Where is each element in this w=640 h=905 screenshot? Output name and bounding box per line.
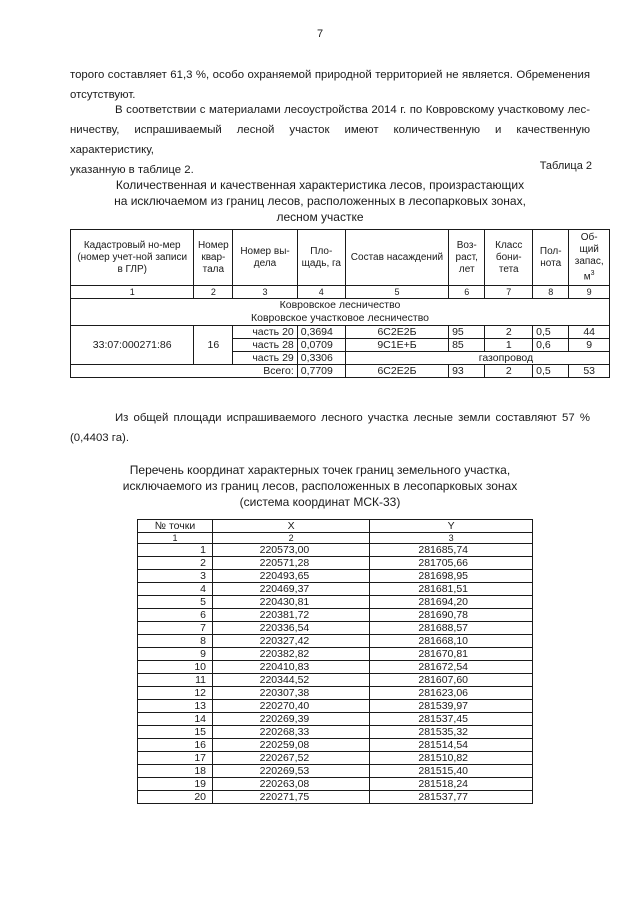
forestry-row	[71, 299, 610, 326]
header-y: Y	[370, 520, 533, 533]
y-coordinate-cell: 281705,66	[370, 557, 533, 570]
table-header-row	[71, 230, 610, 286]
forestry-name: Ковровское лесничество	[279, 299, 401, 311]
y-coordinate-cell: 281668,10	[370, 635, 533, 648]
table-2-caption: Таблица 2	[539, 160, 592, 172]
age-cell: 95	[449, 326, 485, 339]
header-cadastral: Кадастровый но-мер (номер учет-ной записи в ГЛР)	[71, 230, 194, 286]
x-coordinate-cell: 220307,38	[213, 687, 370, 700]
header-stock-superscript: 3	[590, 269, 595, 277]
table-3-heading-line-3: (система координат МСК-33)	[239, 495, 401, 509]
paragraph-1	[70, 65, 590, 105]
table-row	[138, 557, 533, 570]
column-number: 3	[370, 533, 533, 544]
table-row	[138, 778, 533, 791]
header-stock	[569, 230, 610, 286]
y-coordinate-cell: 281607,60	[370, 674, 533, 687]
point-number-cell: 11	[138, 674, 213, 687]
x-coordinate-cell: 220271,75	[213, 791, 370, 804]
y-coordinate-cell: 281518,24	[370, 778, 533, 791]
table-row	[138, 661, 533, 674]
table-3-heading-line-1: Перечень координат характерных точек границ земельного участка,	[129, 463, 511, 477]
table-2-heading-line-1: Количественная и качественная характеристика лесов, произрастающих	[115, 178, 525, 192]
x-coordinate-cell: 220268,33	[213, 726, 370, 739]
total-label: Всего:	[71, 365, 298, 378]
total-density: 0,5	[533, 365, 569, 378]
y-coordinate-cell: 281698,95	[370, 570, 533, 583]
page-number: 7	[316, 28, 324, 40]
column-number: 5	[345, 286, 448, 299]
y-coordinate-cell: 281681,51	[370, 583, 533, 596]
table-row	[138, 570, 533, 583]
y-coordinate-cell: 281535,32	[370, 726, 533, 739]
header-stock-label: Об-щий запас, м	[574, 231, 604, 283]
x-coordinate-cell: 220493,65	[213, 570, 370, 583]
y-coordinate-cell: 281685,74	[370, 544, 533, 557]
total-age: 93	[449, 365, 485, 378]
table-2-heading-line-2: на исключаемом из границ лесов, расположенных в лесопарковых зонах,	[114, 194, 526, 208]
paragraph-1-line-2: отсутствуют.	[70, 89, 136, 101]
x-coordinate-cell: 220344,52	[213, 674, 370, 687]
table-row	[138, 583, 533, 596]
table-row	[138, 609, 533, 622]
total-area: 0,7709	[297, 365, 345, 378]
column-number-row	[71, 286, 610, 299]
x-coordinate-cell: 220269,39	[213, 713, 370, 726]
density-cell: 0,5	[533, 326, 569, 339]
point-number-cell: 5	[138, 596, 213, 609]
column-number: 3	[233, 286, 297, 299]
column-number: 1	[71, 286, 194, 299]
forestry-cell	[71, 299, 610, 326]
header-class: Класс бони-тета	[485, 230, 533, 286]
table-row	[138, 622, 533, 635]
area-cell: 0,0709	[297, 339, 345, 352]
point-number-cell: 18	[138, 765, 213, 778]
forest-characteristics-table	[70, 229, 610, 378]
column-number: 6	[449, 286, 485, 299]
point-number-cell: 17	[138, 752, 213, 765]
table-row	[138, 726, 533, 739]
table-3-heading	[95, 462, 545, 510]
point-number-cell: 10	[138, 661, 213, 674]
point-number-cell: 12	[138, 687, 213, 700]
point-number-cell: 15	[138, 726, 213, 739]
point-number-cell: 14	[138, 713, 213, 726]
density-cell: 0,6	[533, 339, 569, 352]
y-coordinate-cell: 281688,57	[370, 622, 533, 635]
table-row	[71, 326, 610, 339]
total-composition: 6С2Е2Б	[345, 365, 448, 378]
header-quarter: Номер квар-тала	[194, 230, 233, 286]
point-number-cell: 7	[138, 622, 213, 635]
table-2-heading	[95, 177, 545, 225]
y-coordinate-cell: 281537,77	[370, 791, 533, 804]
table-row	[138, 713, 533, 726]
x-coordinate-cell: 220336,54	[213, 622, 370, 635]
column-number: 2	[213, 533, 370, 544]
area-cell: 0,3306	[297, 352, 345, 365]
table-row	[138, 739, 533, 752]
class-cell: 2	[485, 326, 533, 339]
y-coordinate-cell: 281672,54	[370, 661, 533, 674]
point-number-cell: 9	[138, 648, 213, 661]
paragraph-2-line-2: ничеству, испрашиваемый лесной участок имеют количественную и качественную характеристику,	[70, 124, 590, 156]
header-density: Пол-нота	[533, 230, 569, 286]
column-number: 7	[485, 286, 533, 299]
point-number-cell: 8	[138, 635, 213, 648]
total-stock: 53	[569, 365, 610, 378]
table-row	[138, 596, 533, 609]
x-coordinate-cell: 220410,83	[213, 661, 370, 674]
y-coordinate-cell: 281623,06	[370, 687, 533, 700]
table-2-heading-line-3: лесном участке	[276, 210, 364, 224]
table-row	[138, 687, 533, 700]
x-coordinate-cell: 220327,42	[213, 635, 370, 648]
y-coordinate-cell: 281537,45	[370, 713, 533, 726]
table-3-heading-line-2: исключаемого из границ лесов, расположенных в лесопарковых зонах	[122, 479, 518, 493]
x-coordinate-cell: 220267,52	[213, 752, 370, 765]
x-coordinate-cell: 220382,82	[213, 648, 370, 661]
section-cell: часть 29	[233, 352, 297, 365]
paragraph-2-line-1: В соответствии с материалами лесоустройства 2014 г. по Ковровскому участковому лес-	[115, 104, 590, 116]
point-number-cell: 20	[138, 791, 213, 804]
section-cell: часть 20	[233, 326, 297, 339]
composition-cell: 9С1Е+Б	[345, 339, 448, 352]
paragraph-2-line-3: указанную в таблице 2.	[70, 164, 194, 176]
subforestry-name: Ковровское участковое лесничество	[250, 312, 429, 324]
x-coordinate-cell: 220573,00	[213, 544, 370, 557]
stock-cell: 9	[569, 339, 610, 352]
class-cell: 1	[485, 339, 533, 352]
table-row	[138, 648, 533, 661]
table-row	[138, 765, 533, 778]
paragraph-3-line-2: (0,4403 га).	[70, 432, 129, 444]
y-coordinate-cell: 281670,81	[370, 648, 533, 661]
table-header-row	[138, 520, 533, 533]
age-cell: 85	[449, 339, 485, 352]
composition-cell: 6С2Е2Б	[345, 326, 448, 339]
y-coordinate-cell: 281690,78	[370, 609, 533, 622]
quarter-number-cell: 16	[194, 326, 233, 365]
table-row	[138, 752, 533, 765]
paragraph-1-line-1: торого составляет 61,3 %, особо охраняемой природной территорией не является. Обременения	[70, 69, 590, 81]
y-coordinate-cell: 281514,54	[370, 739, 533, 752]
coordinates-table-body	[138, 544, 533, 804]
total-class: 2	[485, 365, 533, 378]
point-number-cell: 3	[138, 570, 213, 583]
paragraph-3-line-1: Из общей площади испрашиваемого лесного участка лесные земли составляют 57 %	[115, 412, 590, 424]
x-coordinate-cell: 220263,08	[213, 778, 370, 791]
column-number: 1	[138, 533, 213, 544]
column-number: 9	[569, 286, 610, 299]
x-coordinate-cell: 220571,28	[213, 557, 370, 570]
header-point-number: № точки	[138, 520, 213, 533]
cadastral-number-cell: 33:07:000271:86	[71, 326, 194, 365]
point-number-cell: 2	[138, 557, 213, 570]
table-row	[138, 700, 533, 713]
total-row	[71, 365, 610, 378]
y-coordinate-cell: 281694,20	[370, 596, 533, 609]
paragraph-2	[70, 100, 590, 180]
note-cell: газопровод	[345, 352, 609, 365]
x-coordinate-cell: 220269,53	[213, 765, 370, 778]
point-number-cell: 16	[138, 739, 213, 752]
column-number-row	[138, 533, 533, 544]
header-composition: Состав насаждений	[345, 230, 448, 286]
header-x: X	[213, 520, 370, 533]
table-row	[138, 635, 533, 648]
header-age: Воз-раст, лет	[449, 230, 485, 286]
header-area: Пло-щадь, га	[297, 230, 345, 286]
x-coordinate-cell: 220381,72	[213, 609, 370, 622]
paragraph-3	[70, 408, 590, 448]
y-coordinate-cell: 281539,97	[370, 700, 533, 713]
section-cell: часть 28	[233, 339, 297, 352]
table-row	[138, 674, 533, 687]
point-number-cell: 13	[138, 700, 213, 713]
point-number-cell: 4	[138, 583, 213, 596]
y-coordinate-cell: 281510,82	[370, 752, 533, 765]
x-coordinate-cell: 220259,08	[213, 739, 370, 752]
point-number-cell: 6	[138, 609, 213, 622]
coordinates-table	[137, 519, 533, 804]
header-section: Номер вы-дела	[233, 230, 297, 286]
table-row	[138, 544, 533, 557]
area-cell: 0,3694	[297, 326, 345, 339]
point-number-cell: 19	[138, 778, 213, 791]
y-coordinate-cell: 281515,40	[370, 765, 533, 778]
column-number: 2	[194, 286, 233, 299]
point-number-cell: 1	[138, 544, 213, 557]
x-coordinate-cell: 220270,40	[213, 700, 370, 713]
stock-cell: 44	[569, 326, 610, 339]
table-row	[138, 791, 533, 804]
x-coordinate-cell: 220430,81	[213, 596, 370, 609]
x-coordinate-cell: 220469,37	[213, 583, 370, 596]
column-number: 8	[533, 286, 569, 299]
column-number: 4	[297, 286, 345, 299]
